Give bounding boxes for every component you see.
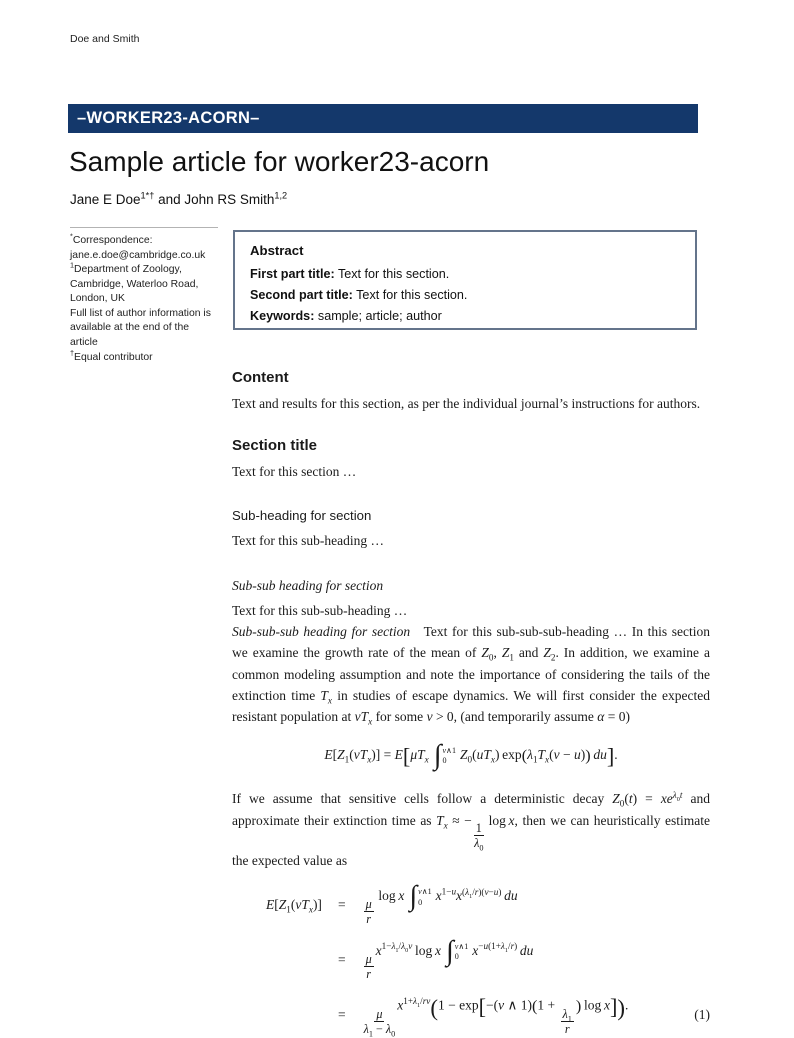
journal-banner xyxy=(68,104,698,133)
correspondence-note: *Correspondence: jane.e.doe@cambridge.co.uk xyxy=(70,231,206,261)
paragraph-after-equation: If we assume that sensitive cells follow a deterministic decay $Z_0(t) = xe^{\lambda_0t}$ and approximate their extinction time as $T_x$ ≈ − $\frac{1}{\lambda_0}$ log x, then we can heuristically estimate the expected value as xyxy=(232,789,710,868)
abstract-second-part-label: Second part title: xyxy=(250,288,353,302)
equation-2-line-1-body: $\frac{\mu}{r}$ log x ∫ v∧1 0 $x^{1-u}x^{(\lambda_1/r)(v-u)}$ du xyxy=(365,881,518,927)
equation-2-line-3-body: $\frac{\mu}{\lambda_1 - \lambda_0}$ $x^{1+\lambda_1/rv}(1 - \exp[-(v$ ∧ 1)(1 + $\frac{\lambda_1}{r}$ ) log x]). xyxy=(363,994,629,1038)
equation-2-rel-3: = xyxy=(337,1006,346,1022)
abstract-second-part-text: Text for this section. xyxy=(356,288,468,302)
content-paragraph: Text and results for this section, as per the individual journal’s instructions for authors. xyxy=(232,395,701,411)
equation-2-lhs: $E[Z_1(vT_x)]$ xyxy=(266,897,322,916)
author-list-note: Full list of author information is available at the end of the article xyxy=(70,307,211,348)
equation-2-line-3 xyxy=(362,994,710,1038)
equation-2-rel-1: = xyxy=(337,897,346,913)
sub-sub-sub-paragraph: Sub-sub-sub heading for section Text for this sub-sub-sub-heading … In this section we examine the growth rate of the mean of $Z_0$, $Z_1$ and $Z_2$. In addition, we examine a common modeling assumption and note the importance of considering the tails of the extinction time $T_x$ in studies of escape dynamics. We will first consider the expected resistant population at $vT_x$ for some v > 0, (and temporarily assume α = 0) xyxy=(232,623,711,727)
author-info-sidebar xyxy=(70,227,218,365)
affiliation-note: $^1$Department of Zoology, Cambridge, Waterloo Road, London, UK xyxy=(70,260,199,305)
abstract-second-part xyxy=(250,288,680,302)
abstract-keywords-text: sample; article; author xyxy=(317,309,442,323)
section-heading-content: Content xyxy=(232,369,289,386)
abstract-keywords-label: Keywords: xyxy=(250,309,315,323)
display-equation-1 xyxy=(232,739,710,771)
abstract-first-part xyxy=(250,267,680,281)
author-line: Jane E Doe$^{1*\dagger}$ and John RS Smith$^{1,2}$ xyxy=(70,190,288,207)
sub-sub-heading: Sub-sub heading for section xyxy=(232,578,384,594)
abstract-heading: Abstract xyxy=(250,243,304,258)
running-head: Doe and Smith xyxy=(70,33,140,45)
abstract-first-part-label: First part title: xyxy=(250,267,335,281)
equation-1-body: $E[Z_1(vT_x)] = E[\mu T_x$ ∫ v∧1 0 $Z_0(uT_x) \exp(\lambda_1T_x(v - u))$ du]. xyxy=(324,739,618,771)
sub-heading-paragraph: Text for this sub-heading … xyxy=(232,532,385,548)
sub-heading: Sub-heading for section xyxy=(232,508,372,524)
equation-number: (1) xyxy=(694,1006,710,1022)
page-title: Sample article for worker23-acorn xyxy=(69,146,490,177)
abstract-first-part-text: Text for this section. xyxy=(337,267,450,281)
equation-2-line-2-body: $\frac{\mu}{r}$ $x^{1-\lambda_1/\lambda_0v}$ log x ∫ v∧1 0 $x^{-u(1+\lambda_1/r)}$ du xyxy=(365,935,534,981)
equation-2-line-1 xyxy=(362,881,710,927)
journal-banner-label: –WORKER23-ACORN– xyxy=(77,109,260,127)
equation-2-line-2 xyxy=(362,935,710,981)
equal-contributor-note: †Equal contributor xyxy=(70,348,153,363)
abstract-box xyxy=(233,230,697,330)
section-heading-section-title: Section title xyxy=(232,437,318,455)
display-equation-2 xyxy=(232,881,710,1038)
section-paragraph: Text for this section … xyxy=(232,463,357,479)
main-column xyxy=(232,358,711,1038)
sub-sub-heading-paragraph: Text for this sub-sub-heading … xyxy=(232,602,408,618)
abstract-keywords xyxy=(250,309,680,323)
equation-2-rel-2: = xyxy=(337,952,346,967)
